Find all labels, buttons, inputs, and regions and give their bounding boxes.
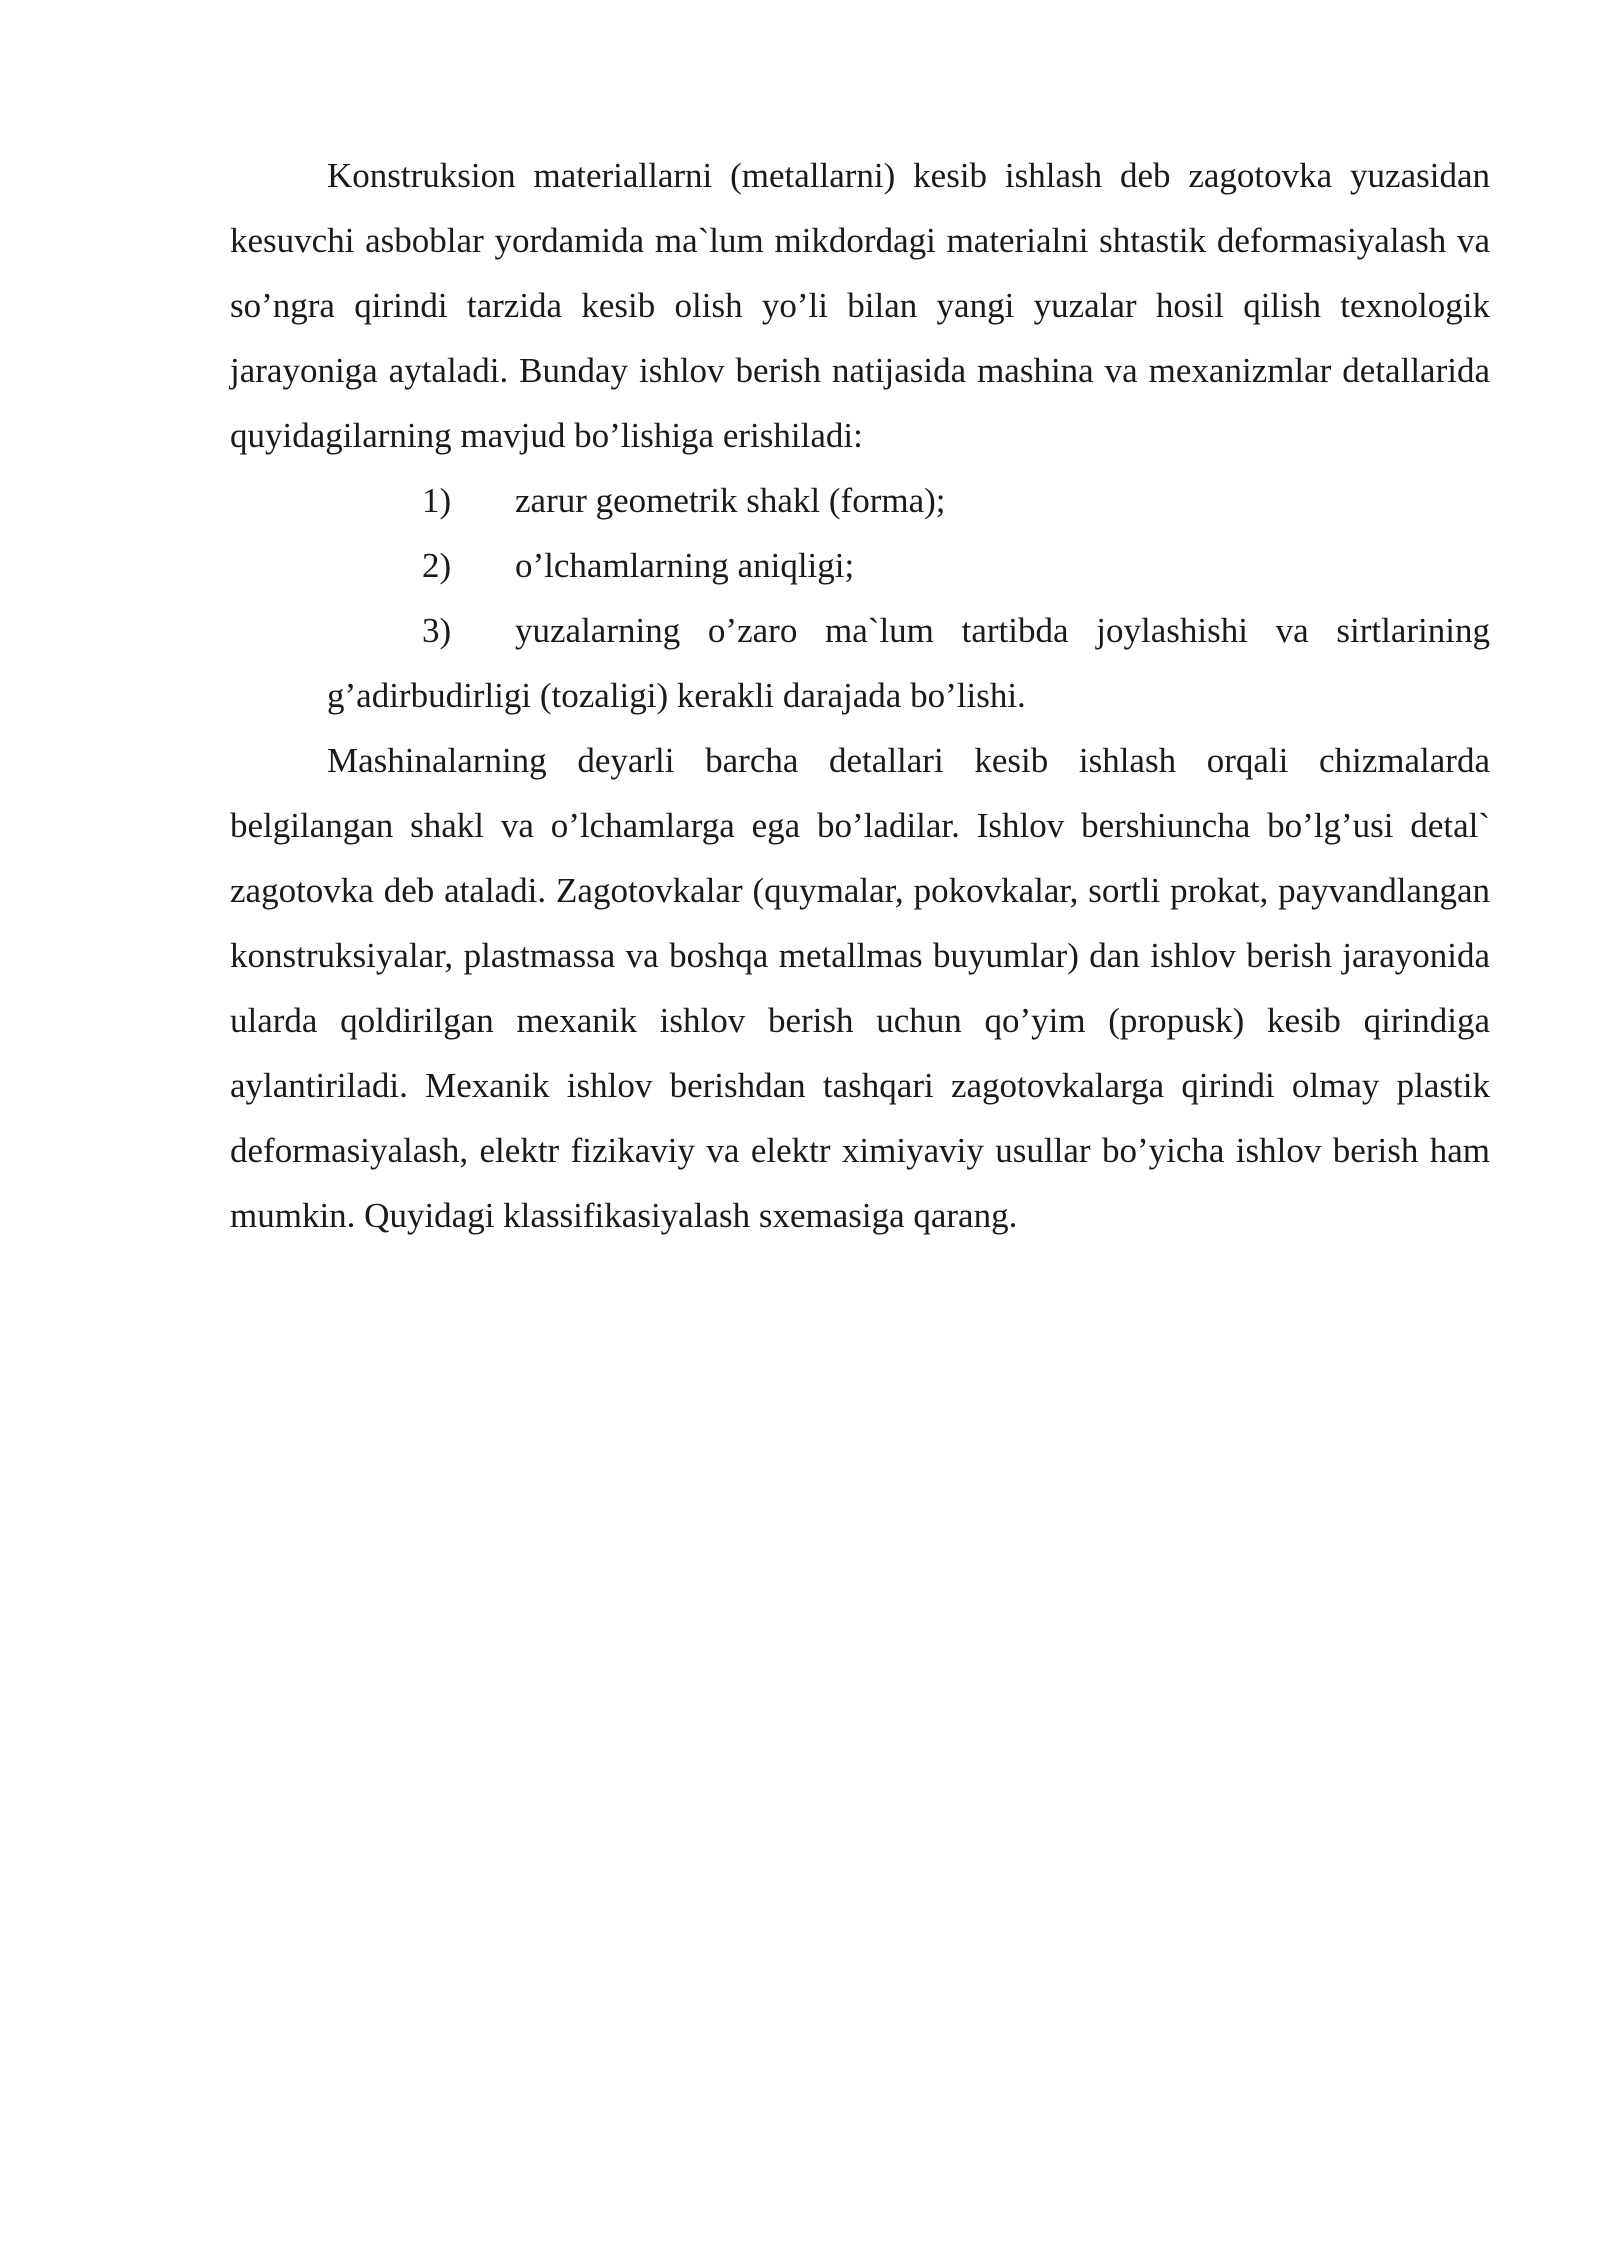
list-item-number: 3)	[422, 611, 452, 650]
list-item-text: yuzalarning o’zaro ma`lum tartibda joylashishi va sirtlarining g’adirbudirligi (tozaligi) kerakli darajada bo’lishi.	[327, 611, 1490, 715]
document-body	[230, 143, 1490, 1248]
paragraph-main: Mashinalarning deyarli barcha detallari kesib ishlash orqali chizmalarda belgilangan shakl va o’lchamlarga ega bo’ladilar. Ishlov bershiuncha bo’lg’usi detal` zagotovka deb ataladi. Zagotovkalar (quymalar, pokovkalar, sortli prokat, payvandlangan konstruksiyalar, plastmassa va boshqa metallmas buyumlar) dan ishlov berish jarayonida ularda qoldirilgan mexanik ishlov berish uchun qo’yim (propusk) kesib qirindiga aylantiriladi. Mexanik ishlov berishdan tashqari zagotovkalarga qirindi olmay plastik deformasiyalash, elektr fizikaviy va elektr ximiyaviy usullar bo’yicha ishlov berish ham mumkin. Quyidagi klassifikasiyalash sxemasiga qarang.	[230, 741, 1490, 1235]
list-item-text: o’lchamlarning aniqligi;	[515, 546, 855, 585]
list-item-number: 1)	[422, 481, 452, 520]
list-item-number: 2)	[422, 546, 452, 585]
list-item	[230, 468, 1490, 533]
list-item	[230, 533, 1490, 598]
requirements-list	[230, 468, 1490, 728]
list-item	[230, 598, 1490, 728]
paragraph-intro: Konstruksion materiallarni (metallarni) kesib ishlash deb zagotovka yuzasidan kesuvchi asboblar yordamida ma`lum mikdordagi materialni shtastik deformasiyalash va so’ngra qirindi tarzida kesib olish yo’li bilan yangi yuzalar hosil qilish texnologik jarayoniga aytaladi. Bunday ishlov berish natijasida mashina va mexanizmlar detallarida quyidagilarning mavjud bo’lishiga erishiladi:	[230, 156, 1490, 455]
list-item-text: zarur geometrik shakl (forma);	[515, 481, 946, 520]
